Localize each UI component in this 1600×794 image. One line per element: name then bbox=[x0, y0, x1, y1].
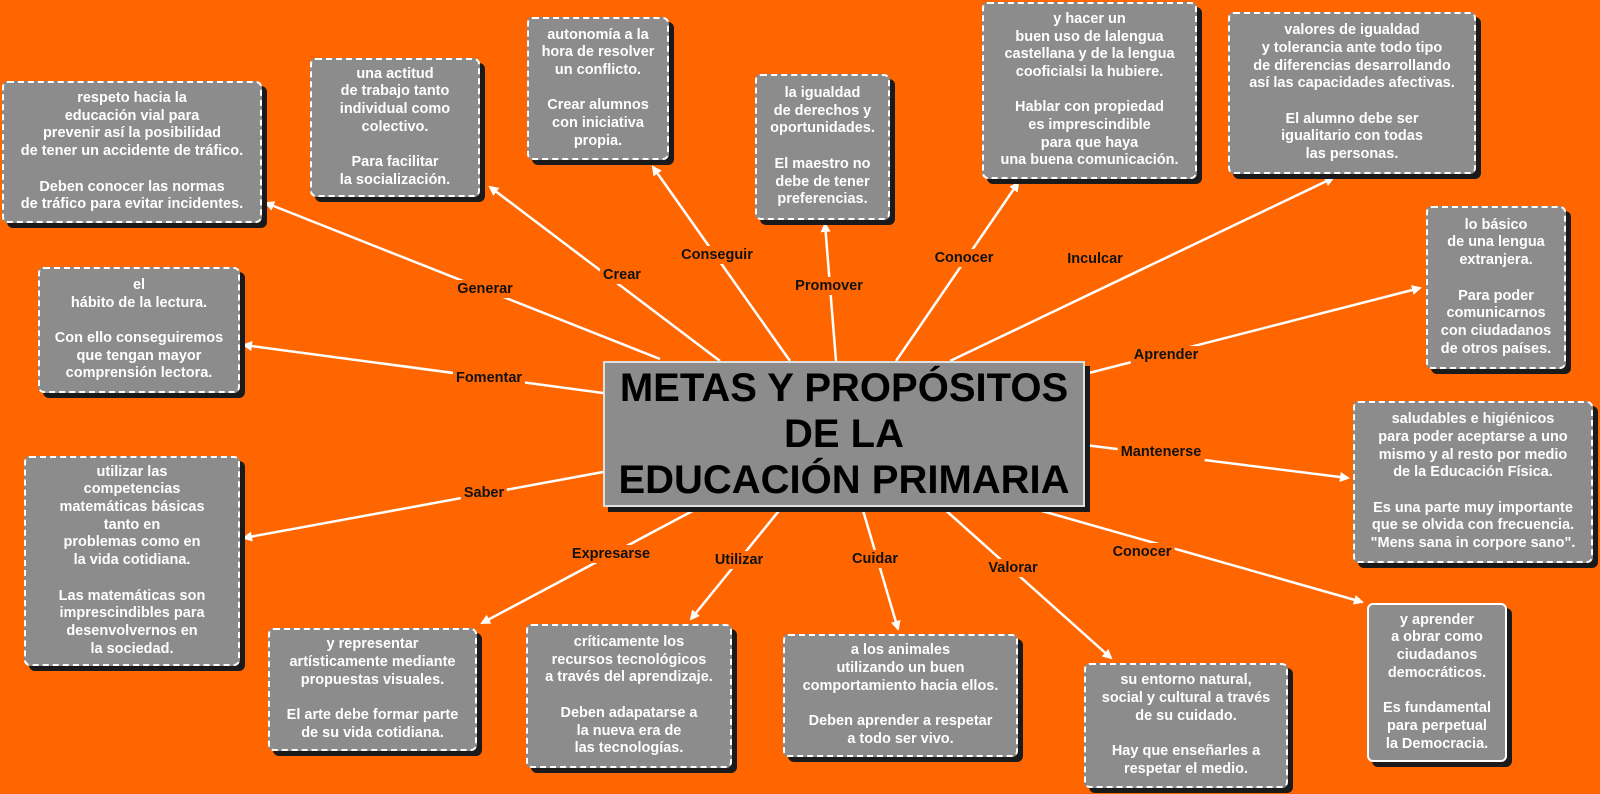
node-inculcar: valores de igualdad y tolerancia ante todo tipo de diferencias desarrollando así las capacidades afectivas. El alumno debe ser igualitario con todas las personas. bbox=[1228, 12, 1476, 174]
node-promover: la igualdad de derechos y oportunidades. El maestro no debe de tener preferencias. bbox=[755, 74, 890, 220]
node-saber: utilizar las competencias matemáticas básicas tanto en problemas como en la vida cotidiana. Las matemáticas son imprescindibles para desenvolvernos en la sociedad. bbox=[24, 456, 240, 666]
node-valorar: su entorno natural, social y cultural a través de su cuidado. Hay que enseñarles a respetar el medio. bbox=[1084, 663, 1288, 788]
node-aprender: lo básico de una lengua extranjera. Para poder comunicarnos con ciudadanos de otros países. bbox=[1426, 206, 1566, 369]
node-conseguir: autonomía a la hora de resolver un conflicto. Crear alumnos con iniciativa propia. bbox=[527, 17, 669, 160]
link-fomentar bbox=[244, 345, 603, 393]
link-inculcar bbox=[950, 178, 1333, 361]
node-fomentar: el hábito de la lectura. Con ello conseguiremos que tengan mayor comprensión lectora. bbox=[38, 267, 240, 393]
link-label-expresarse: Expresarse bbox=[569, 545, 653, 563]
node-crear: una actitud de trabajo tanto individual como colectivo. Para facilitar la socialización. bbox=[310, 58, 480, 197]
link-expresarse bbox=[482, 507, 700, 623]
link-conocer-top bbox=[896, 183, 1018, 361]
link-label-mantenerse: Mantenerse bbox=[1118, 443, 1205, 461]
link-saber bbox=[244, 472, 603, 538]
node-generar: respeto hacia la educación vial para prevenir así la posibilidad de tener un accidente de tráfico. Deben conocer las normas de tráfico para evitar incidentes. bbox=[2, 81, 262, 223]
node-utilizar: críticamente los recursos tecnológicos a través del aprendizaje. Deben adapatarse a la nueva era de las tecnologías. bbox=[526, 624, 732, 768]
link-label-promover: Promover bbox=[792, 277, 866, 295]
link-label-generar: Generar bbox=[454, 280, 516, 298]
link-label-utilizar: Utilizar bbox=[712, 551, 766, 569]
node-conocer-top: y hacer un buen uso de lalengua castellana y de la lengua cooficialsi la hubiere. Hablar con propiedad es imprescindible para que haya una buena comunicación. bbox=[982, 2, 1197, 179]
node-cuidar: a los animales utilizando un buen comportamiento hacia ellos. Deben aprender a respetar a todo ser vivo. bbox=[783, 634, 1018, 757]
node-mantenerse: saludables e higiénicos para poder aceptarse a uno mismo y al resto por medio de la Educación Física. Es una parte muy importante que se olvida con frecuencia. "Mens sana in corpore sano". bbox=[1353, 401, 1593, 563]
node-expresarse: y representar artísticamente mediante propuestas visuales. El arte debe formar parte de su vida cotidiana. bbox=[268, 628, 477, 751]
link-cuidar bbox=[862, 507, 898, 629]
link-label-conocer-bottom: Conocer bbox=[1110, 543, 1175, 561]
node-conocer-bottom: y aprender a obrar como ciudadanos democráticos. Es fundamental para perpetual la Democracia. bbox=[1367, 603, 1507, 762]
link-label-valorar: Valorar bbox=[985, 559, 1040, 577]
link-label-crear: Crear bbox=[600, 266, 644, 284]
link-conocer-bottom bbox=[1028, 507, 1362, 602]
link-label-conocer-top: Conocer bbox=[932, 249, 997, 267]
link-label-fomentar: Fomentar bbox=[453, 369, 525, 387]
link-label-aprender: Aprender bbox=[1131, 346, 1201, 364]
link-label-saber: Saber bbox=[461, 484, 507, 502]
link-label-cuidar: Cuidar bbox=[849, 550, 901, 568]
central-topic: METAS Y PROPÓSITOS DE LA EDUCACIÓN PRIMARIA bbox=[603, 361, 1085, 507]
link-label-inculcar: Inculcar bbox=[1064, 250, 1126, 268]
link-label-conseguir: Conseguir bbox=[678, 246, 756, 264]
